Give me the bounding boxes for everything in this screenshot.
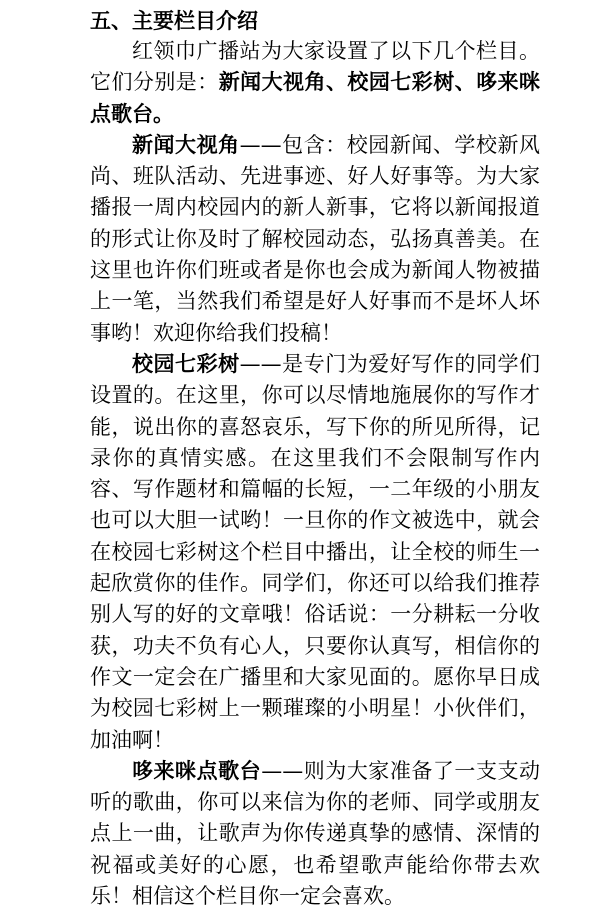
column-paragraph-writing [90, 349, 540, 756]
column-body-writing: ——是专门为爱好写作的同学们设置的。在这里，你可以尽情地施展你的写作才能，说出你的喜怒哀乐，写下你的所见所得，记录你的真情实感。在这里我们不会限制写作内容、写作题材和篇幅的长短，一二年级的小朋友也可以大胆一试哟！一旦你的作文被选中，就会在校园七彩树这个栏目中播出，让全校的师生一起欣赏你的佳作。同学们，你还可以给我们推荐别人写的好的文章哦！俗话说：一分耕耘一分收获，功夫不负有心人，只要你认真写，相信你的作文一定会在广播里和大家见面的。愿你早日成为校园七彩树上一颗璀璨的小明星！小伙伴们，加油啊！ [90, 351, 541, 752]
column-title-news: 新闻大视角 [132, 132, 240, 157]
column-title-songs: 哆来咪点歌台 [132, 758, 262, 783]
column-body-news: ——包含：校园新闻、学校新风尚、班队活动、先进事迹、好人好事等。为大家播报一周内校园内的新人新事，它将以新闻报道的形式让你及时了解校园动态，弘扬真善美。在这里也许你们班或者是你也会成为新闻人物被描上一笔，当然我们希望是好人好事而不是坏人坏事哟！欢迎你给我们投稿！ [90, 132, 541, 345]
column-paragraph-songs [90, 756, 540, 912]
column-paragraph-news [90, 130, 540, 349]
section-heading: 五、主要栏目介绍 [90, 9, 258, 33]
intro-paragraph [90, 36, 540, 130]
column-body-songs: ——则为大家准备了一支支动听的歌曲，你可以来信为你的老师、同学或朋友点上一曲，让歌声为你传递真挚的感情、深情的祝福或美好的心愿，也希望歌声能给你带去欢乐！相信这个栏目你一定会喜欢。 [90, 758, 541, 909]
intro-text: 红领巾广播站为大家设置了以下几个栏目。它们分别是： [90, 39, 540, 95]
column-title-writing: 校园七彩树 [132, 351, 240, 376]
intro-column-names: 新闻大视角、校园七彩树、哆来咪点歌台。 [90, 70, 541, 126]
